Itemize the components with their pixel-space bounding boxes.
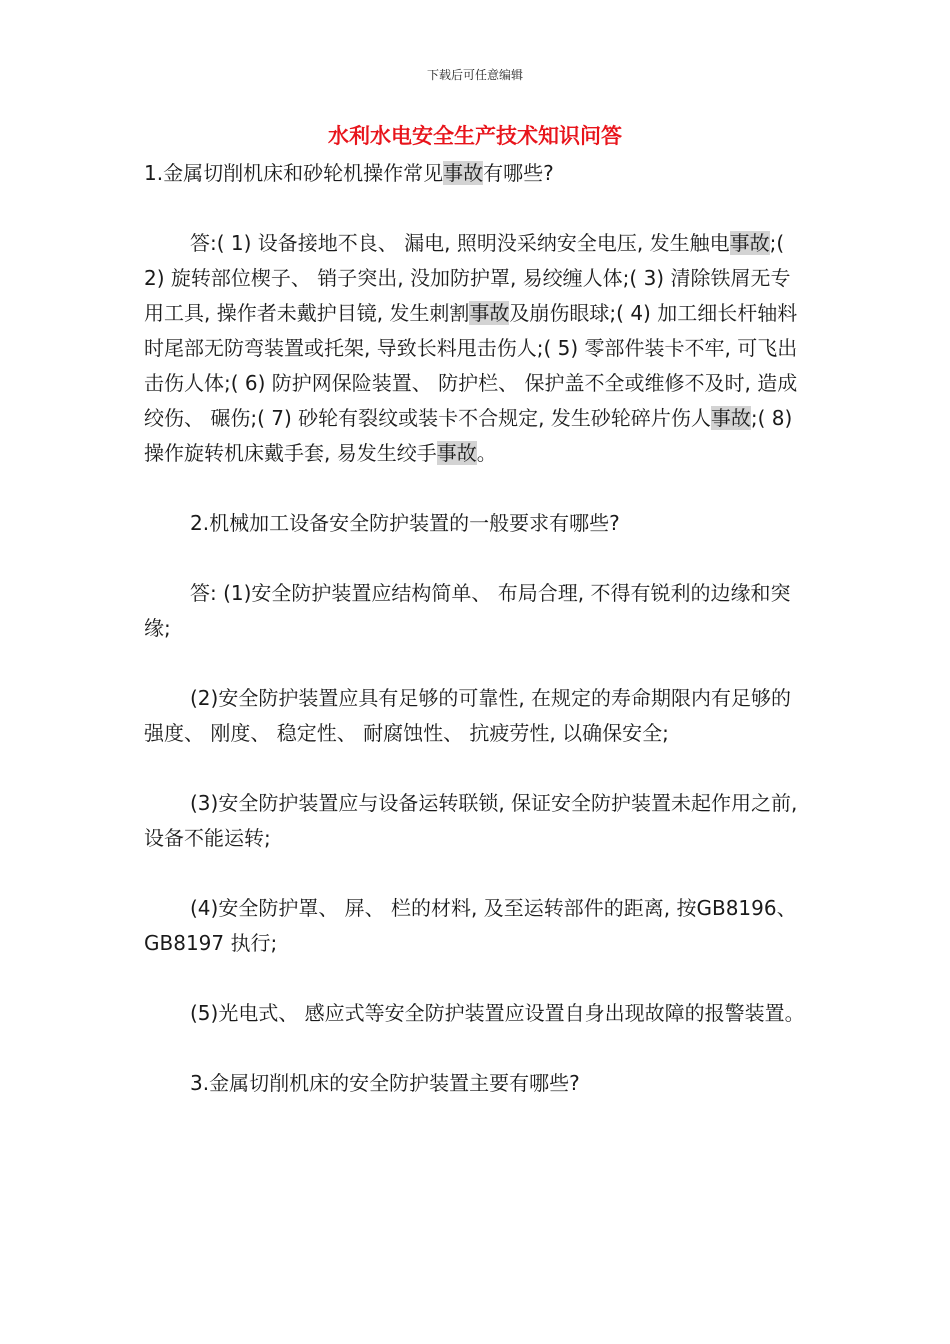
answer-1: 答:( 1) 设备接地不良、 漏电, 照明没采纳安全电压, 发生触电事故;( 2) 旋转部位楔子、 销子突出, 没加防护罩, 易绞缠人体;( 3) 清除铁屑无专用工具, 操作者未戴护目镜, 发生刺割事故及崩伤眼球;( 4) 加工细长杆轴料时尾部无防弯装置或托架, 导致长料甩击伤人;( 5) 零部件装卡不牢, 可飞出击伤人体;( 6) 防护网保险装置、 防护栏、 保护盖不全或维修不及时, 造成绞伤、 碾伤;( 7) 砂轮有裂纹或装卡不合规定, 发生砂轮碎片伤人事故;( 8) 操作旋转机床戴手套, 易发生绞手事故。 [144,231,798,465]
question-2: 2.机械加工设备安全防护装置的一般要求有哪些? [190,511,620,535]
question-3: 3.金属切削机床的安全防护装置主要有哪些? [190,1071,580,1095]
highlight: 事故 [436,441,477,465]
highlight: 事故 [729,231,770,255]
document-body [144,156,808,1101]
highlight: 事故 [710,406,751,430]
answer-2-item-4: (4)安全防护罩、 屏、 栏的材料, 及至运转部件的距离, 按GB8196、 GB8197 执行; [144,896,797,955]
answer-2-item-2: (2)安全防护装置应具有足够的可靠性, 在规定的寿命期限内有足够的强度、 刚度、 稳定性、 耐腐蚀性、 抗疲劳性, 以确保安全; [144,686,792,745]
question-1: 1.金属切削机床和砂轮机操作常见事故有哪些? [144,161,554,185]
answer-2-item-1: 答: (1)安全防护装置应结构简单、 布局合理, 不得有锐利的边缘和突缘; [144,581,791,640]
document-title: 水利水电安全生产技术知识问答 [328,124,622,148]
answer-2-item-3: (3)安全防护装置应与设备运转联锁, 保证安全防护装置未起作用之前, 设备不能运转; [144,791,798,850]
answer-2-item-5: (5)光电式、 感应式等安全防护装置应设置自身出现故障的报警装置。 [190,1001,805,1025]
highlight: 事故 [469,301,510,325]
highlight: 事故 [443,161,484,185]
header-note: 下载后可任意编辑 [426,68,523,82]
